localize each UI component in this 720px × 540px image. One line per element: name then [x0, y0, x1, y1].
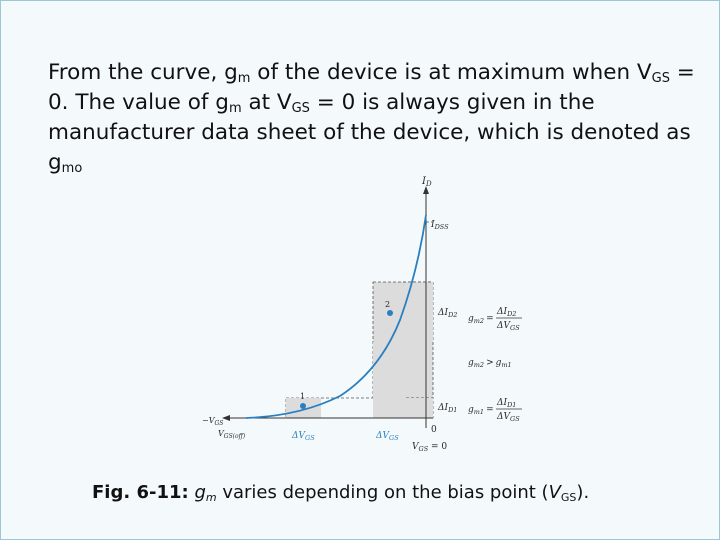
gm2-label: g [468, 314, 474, 324]
svg-text:−VGS: $-V_{GS}$ [202, 416, 224, 427]
slide-body-text: From the curve, $g_m$ of the device is at maximum when $V_{GS} = 0$. The value of $g_m$ at $V_{GS} = 0$ is always given in the manufacturer data sheet of the device, which is denoted as $g_{mo}$ [48, 60, 695, 176]
gm1-numerator: ΔI [497, 398, 508, 408]
svg-text:ΔVGS: $\Delta V_{GS}$ [292, 431, 315, 442]
transfer-curve-figure [190, 170, 560, 460]
bias-point-1 [300, 403, 306, 409]
figure-caption: Fig. 6-11: $g_m$ varies depending on the bias point $(V_{GS})$. [92, 482, 590, 504]
delta-vgs-left-label: ΔV [292, 431, 305, 441]
svg-text:ΔVGS: $\Delta V_{GS}$ [497, 412, 520, 423]
vgs-zero-label: V [412, 442, 419, 452]
svg-text:ΔID1: $\Delta I_{D1}$ [497, 398, 517, 409]
svg-text:ID: $I_D$ [422, 176, 432, 188]
svg-text:gm1=: $g_{m1}$ = [468, 405, 494, 416]
gm1-denominator: ΔV [497, 412, 510, 422]
idss-label: I [431, 220, 435, 230]
figure-number: Fig. 6-11: [92, 482, 189, 503]
vgs-off-label: V [218, 429, 224, 438]
delta-id1-right [405, 398, 433, 418]
neg-vgs-label: −V [202, 416, 215, 425]
bias-point-2 [387, 310, 393, 316]
svg-text:ΔID1: $\Delta I_{D1}$ [438, 403, 458, 414]
gm2-denominator: ΔV [497, 321, 510, 331]
svg-text:ΔID2: $\Delta I_{D2}$ [438, 308, 458, 319]
compare-left: g [468, 358, 474, 368]
svg-text:VGS = 0: $V_{GS} = 0$ [412, 442, 448, 453]
delta-vgs-mid-label: ΔV [376, 431, 389, 441]
origin-label: 0 [431, 425, 437, 435]
delta-id1-label: ΔI [438, 403, 449, 413]
svg-text:gm2>gm1: $g_{m2} > g_{m1}$ [468, 358, 512, 369]
delta-id2-label: ΔI [438, 308, 449, 318]
point-2-label: 2 [385, 300, 391, 309]
svg-text:ΔVGS: $\Delta V_{GS}$ [497, 321, 520, 332]
id-axis-label: I [422, 176, 426, 187]
gm2-numerator: ΔI [497, 307, 508, 317]
svg-text:ΔID2: $\Delta I_{D2}$ [497, 307, 517, 318]
svg-text:IDSS: $I_{DSS}$ [431, 220, 449, 231]
svg-text:gm2=: $g_{m2}$ = [468, 314, 494, 325]
svg-text:VGS(off): $V_{GS(off)}$ [218, 429, 246, 440]
delta-vgs-mid-box [373, 342, 405, 418]
svg-text:ΔVGS: $\Delta V_{GS}$ [376, 431, 399, 442]
point-1-label: 1 [300, 392, 306, 401]
gm1-label: g [468, 405, 474, 415]
